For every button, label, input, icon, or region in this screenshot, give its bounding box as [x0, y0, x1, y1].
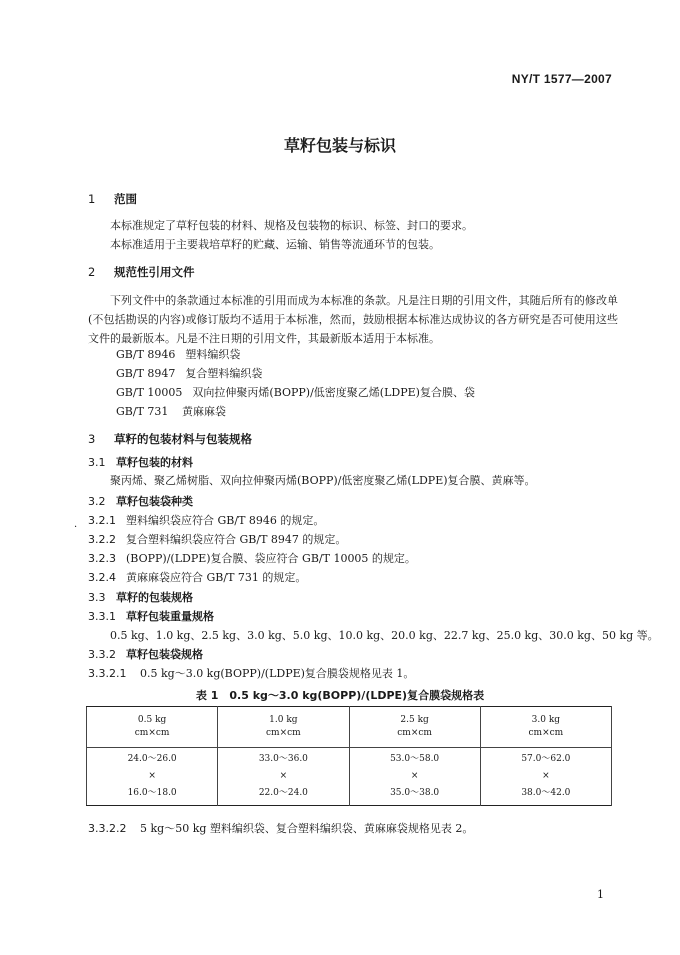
width-range: 35.0～38.0 — [390, 788, 440, 798]
reference-item — [116, 384, 475, 400]
table-cell — [87, 748, 218, 806]
width-range: 16.0～18.0 — [127, 788, 177, 798]
length-range: 57.0～62.0 — [521, 754, 571, 764]
section-3-1-heading — [88, 454, 193, 470]
clause-number: 3.3.2 — [88, 648, 116, 661]
reference-item — [116, 346, 240, 362]
section-title: 草籽的包装材料与包装规格 — [114, 432, 252, 446]
table-row — [87, 748, 612, 806]
section-1-line-2: 本标准适用于主要栽培草籽的贮藏、运输、销售等流通环节的包装。 — [110, 238, 440, 251]
document-title: 草籽包装与标识 — [283, 136, 396, 155]
length-range: 33.0～36.0 — [258, 754, 308, 764]
section-number: 3 — [88, 432, 96, 446]
reference-code: GB/T 10005 — [116, 386, 183, 399]
times-sign: × — [148, 771, 156, 781]
clause-3-2-4 — [88, 569, 306, 585]
section-3-heading — [88, 431, 252, 447]
clause-number: 3.2.4 — [88, 571, 116, 584]
clause-number: 3.2.2 — [88, 533, 116, 546]
clause-number: 3.3.1 — [88, 610, 116, 623]
section-number: 3.1 — [88, 456, 106, 469]
section-title: 草籽的包装规格 — [116, 591, 193, 604]
section-2-heading — [88, 264, 195, 280]
table-cell — [480, 748, 611, 806]
width-range: 22.0～24.0 — [258, 788, 308, 798]
weight-label: 3.0 kg — [531, 715, 561, 725]
spec-table-1 — [86, 706, 612, 806]
table-header-cell — [87, 707, 218, 748]
clause-text: 0.5 kg～3.0 kg(BOPP)/(LDPE)复合膜袋规格见表 1。 — [140, 667, 415, 680]
times-sign: × — [542, 771, 550, 781]
table-header-cell — [349, 707, 480, 748]
section-1-line-1: 本标准规定了草籽包装的材料、规格及包装物的标识、标签、封口的要求。 — [110, 219, 473, 232]
section-1-heading — [88, 191, 137, 207]
clause-3-3-1 — [88, 608, 214, 624]
section-title: 草籽包装的材料 — [116, 456, 193, 469]
times-sign: × — [410, 771, 419, 781]
section-number: 2 — [88, 265, 96, 279]
unit-label: cm×cm — [528, 728, 564, 738]
length-range: 53.0～58.0 — [390, 754, 440, 764]
clause-number: 3.3.2.2 — [88, 822, 127, 835]
clause-3-2-2 — [88, 531, 346, 547]
section-2-paragraph: 下列文件中的条款通过本标准的引用而成为本标准的条款。凡是注日期的引用文件，其随后所有的修改单(不包括勘误的内容)或修订版均不适用于本标准，然而，鼓励根据本标准达成协议的各方研究是否可使用这些文件的最新版本。凡是不注日期的引用文件，其最新版本适用于本标准。 — [88, 294, 618, 345]
reference-item — [116, 403, 226, 419]
clause-text: 黄麻麻袋应符合 GB/T 731 的规定。 — [126, 571, 307, 584]
clause-3-3-1-text: 0.5 kg、1.0 kg、2.5 kg、3.0 kg、5.0 kg、10.0 kg、20.0 kg、22.7 kg、25.0 kg、30.0 kg、50 kg 等。 — [110, 629, 659, 642]
section-3-1-text: 聚丙烯、聚乙烯树脂、双向拉伸聚丙烯(BOPP)/低密度聚乙烯(LDPE)复合膜、黄麻等。 — [110, 474, 536, 487]
section-title: 规范性引用文件 — [114, 265, 195, 279]
unit-label: cm×cm — [397, 728, 432, 738]
unit-label: cm×cm — [266, 728, 301, 738]
stray-mark: · — [74, 522, 78, 533]
clause-text: 5 kg～50 kg 塑料编织袋、复合塑料编织袋、黄麻麻袋规格见表 2。 — [140, 822, 474, 835]
table-header-cell — [480, 707, 611, 748]
clause-number: 3.2.3 — [88, 552, 116, 565]
section-title: 范围 — [114, 192, 137, 206]
clause-3-3-2-2 — [88, 820, 473, 836]
clause-3-3-2-1 — [88, 665, 414, 681]
clause-title: 草籽包装重量规格 — [126, 610, 214, 623]
reference-name: 双向拉伸聚丙烯(BOPP)/低密度聚乙烯(LDPE)复合膜、袋 — [192, 386, 475, 399]
page-number: 1 — [597, 888, 604, 901]
reference-code: GB/T 8946 — [116, 348, 176, 361]
clause-3-3-2 — [88, 646, 203, 662]
reference-name: 复合塑料编织袋 — [185, 367, 263, 380]
section-3-3-heading — [88, 589, 193, 605]
reference-code: GB/T 731 — [116, 405, 169, 418]
table-cell — [349, 748, 480, 806]
section-number: 3.2 — [88, 495, 106, 508]
reference-item — [116, 365, 262, 381]
reference-code: GB/T 8947 — [116, 367, 176, 380]
standard-number: NY/T 1577—2007 — [511, 72, 612, 86]
clause-text: (BOPP)/(LDPE)复合膜、袋应符合 GB/T 10005 的规定。 — [126, 552, 416, 565]
table-1-caption: 表 1 0.5 kg～3.0 kg(BOPP)/(LDPE)复合膜袋规格表 — [195, 689, 485, 702]
reference-name: 黄麻麻袋 — [182, 405, 226, 418]
section-number: 3.3 — [88, 591, 106, 604]
table-header-cell — [218, 707, 349, 748]
clause-text: 塑料编织袋应符合 GB/T 8946 的规定。 — [126, 514, 325, 527]
clause-number: 3.3.2.1 — [88, 667, 127, 680]
section-3-2-heading — [88, 493, 193, 509]
clause-title: 草籽包装袋规格 — [126, 648, 203, 661]
width-range: 38.0～42.0 — [521, 788, 571, 798]
section-number: 1 — [88, 192, 96, 206]
table-cell — [218, 748, 349, 806]
reference-name: 塑料编织袋 — [185, 348, 241, 361]
weight-label: 2.5 kg — [400, 715, 429, 725]
clause-number: 3.2.1 — [88, 514, 116, 527]
section-title: 草籽包装袋种类 — [116, 495, 193, 508]
weight-label: 1.0 kg — [269, 715, 298, 725]
unit-label: cm×cm — [134, 728, 170, 738]
table-header-row — [87, 707, 612, 748]
clause-3-2-1 — [88, 512, 324, 528]
clause-text: 复合塑料编织袋应符合 GB/T 8947 的规定。 — [126, 533, 347, 546]
length-range: 24.0～26.0 — [127, 754, 177, 764]
times-sign: × — [279, 771, 288, 781]
weight-label: 0.5 kg — [137, 715, 167, 725]
clause-3-2-3 — [88, 550, 416, 566]
